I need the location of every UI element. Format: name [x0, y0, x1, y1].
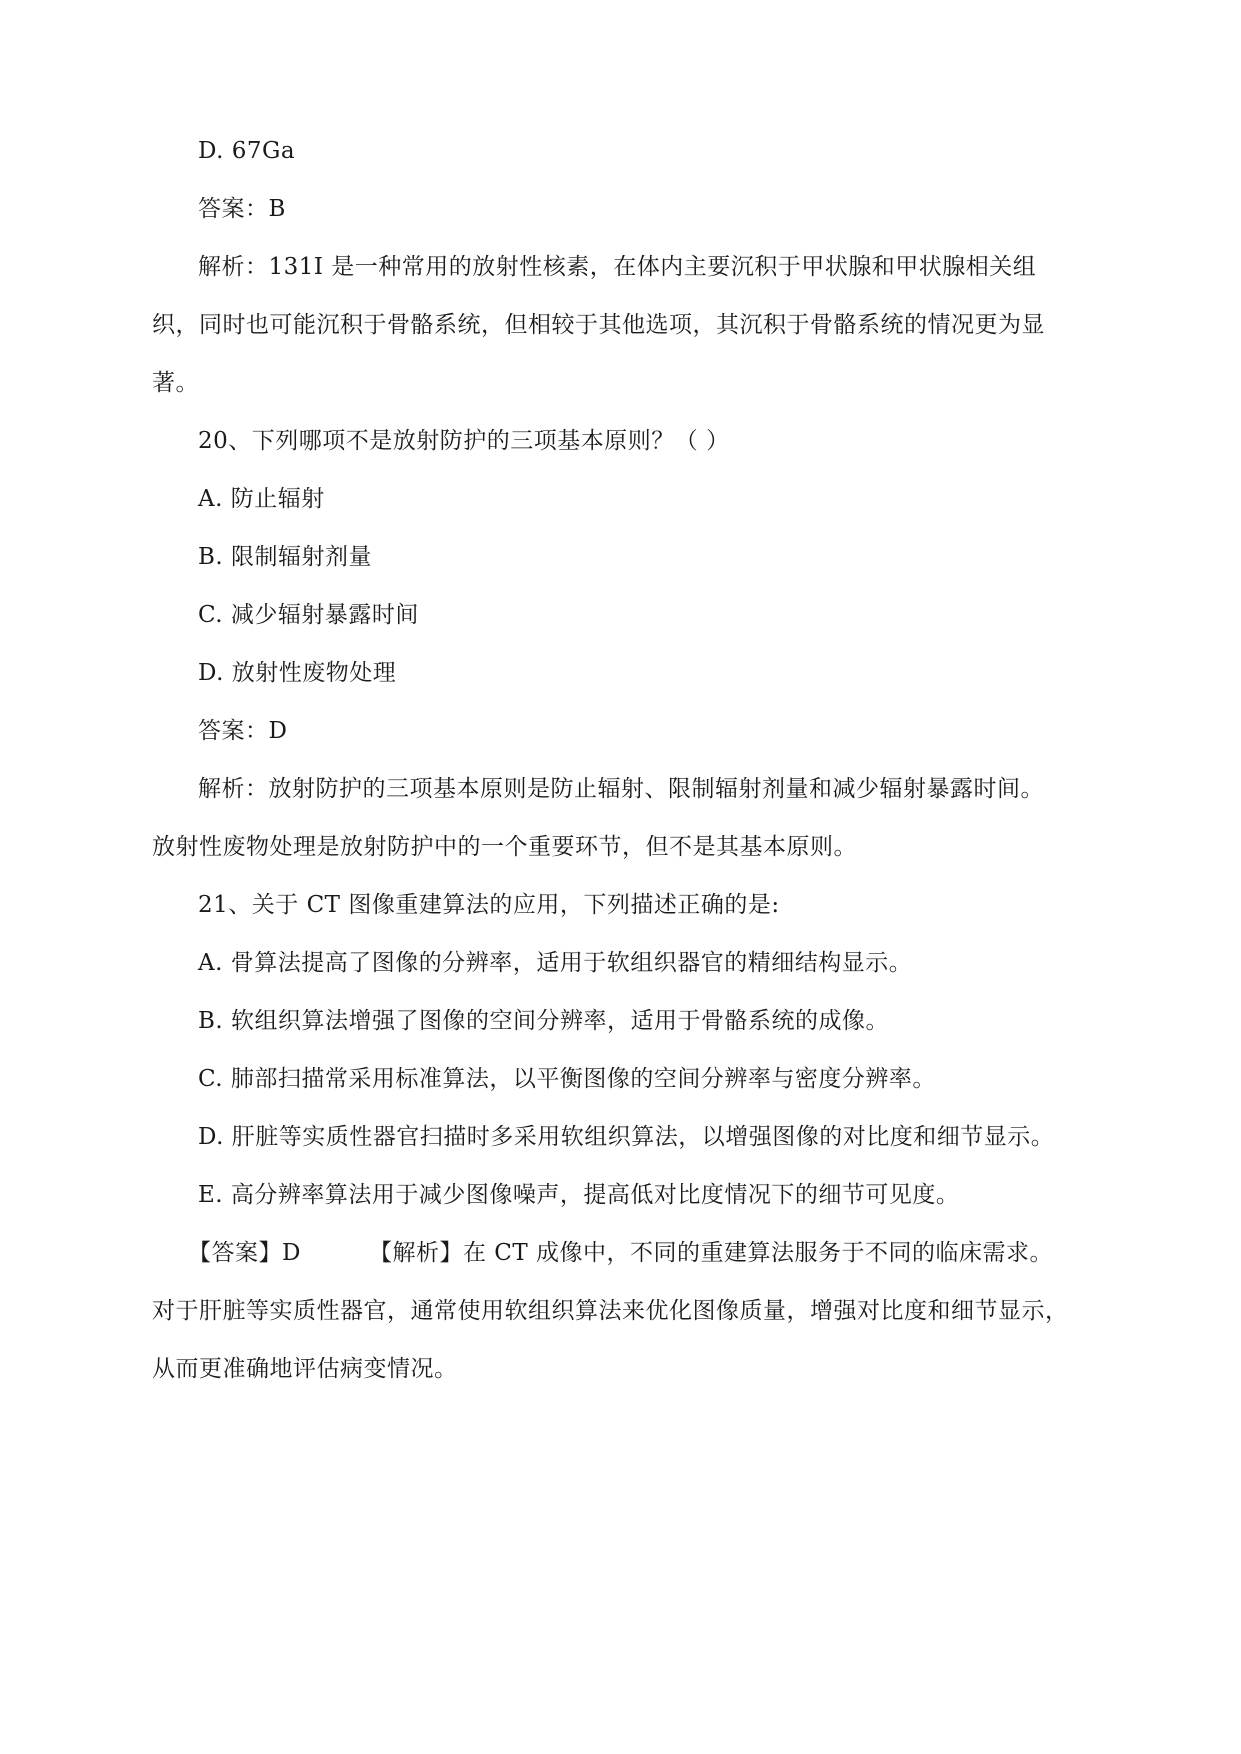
q20-analysis-line-2: 放射性废物处理是放射防护中的一个重要环节，但不是其基本原则。	[152, 834, 857, 860]
q19-analysis-line-1: 解析：131I 是一种常用的放射性核素，在体内主要沉积于甲状腺和甲状腺相关组	[198, 254, 1037, 280]
q21-analysis-line-1: 【解析】在 CT 成像中，不同的重建算法服务于不同的临床需求。	[368, 1240, 1054, 1266]
q20-analysis-line-1: 解析：放射防护的三项基本原则是防止辐射、限制辐射剂量和减少辐射暴露时间。	[198, 776, 1044, 802]
q19-analysis-line-2: 织，同时也可能沉积于骨骼系统，但相较于其他选项，其沉积于骨骼系统的情况更为显	[152, 312, 1045, 338]
q21-option-d: D. 肝脏等实质性器官扫描时多采用软组织算法，以增强图像的对比度和细节显示。	[198, 1124, 1055, 1150]
q20-option-c: C. 减少辐射暴露时间	[198, 602, 419, 628]
q20-option-b: B. 限制辐射剂量	[198, 544, 373, 570]
q21-option-a: A. 骨算法提高了图像的分辨率，适用于软组织器官的精细结构显示。	[198, 950, 913, 976]
q21-analysis-line-3: 从而更准确地评估病变情况。	[152, 1356, 458, 1382]
q20-answer: 答案：D	[198, 718, 288, 744]
q21-answer-analysis-line	[188, 1238, 1053, 1268]
q19-answer: 答案：B	[198, 196, 286, 222]
q21-option-e: E. 高分辨率算法用于减少图像噪声，提高低对比度情况下的细节可见度。	[198, 1182, 960, 1208]
q21-option-b: B. 软组织算法增强了图像的空间分辨率，适用于骨骼系统的成像。	[198, 1008, 890, 1034]
q20-option-a: A. 防止辐射	[198, 486, 325, 512]
q21-answer: 【答案】D	[188, 1240, 301, 1266]
q21-option-c: C. 肺部扫描常采用标准算法，以平衡图像的空间分辨率与密度分辨率。	[198, 1066, 936, 1092]
q20-question: 20、下列哪项不是放射防护的三项基本原则？（ ）	[198, 428, 730, 454]
q21-analysis-line-2: 对于肝脏等实质性器官，通常使用软组织算法来优化图像质量，增强对比度和细节显示，	[152, 1298, 1069, 1324]
q19-analysis-line-3: 著。	[152, 370, 199, 396]
q21-question: 21、关于 CT 图像重建算法的应用，下列描述正确的是:	[198, 892, 780, 918]
q20-option-d: D. 放射性废物处理	[198, 660, 397, 686]
q19-option-d: D. 67Ga	[198, 138, 296, 164]
